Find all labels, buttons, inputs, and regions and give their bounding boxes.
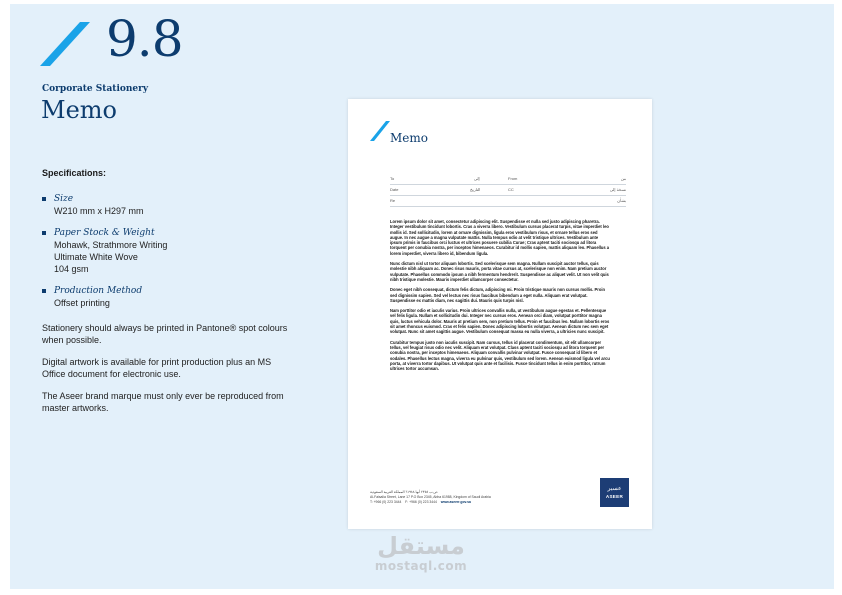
footer-address-en: Al-Faisalia Street, Lane 17 P.O Box 2345, Abha 61988, Kingdom of Saudi Arabia (370, 495, 491, 499)
memo-paragraph: Curabitur tempus justo non iaculis suscipit. Nam cursus, tellus id placerat condimentum, sit elit ullamcorper tellus, vel feugiat risus odio nec velit. Aliquam erat volutpat. Class aptent taciti sociosqu ad litora torquent per conubia nostra, per inceptos himenaeos. Aliquam convallis pulvinar volutpat. Fusce consequat id libero et sodales. Phasellus lectus magna, viverra eu pulvinar quis, vestibulum sed lorem. Aenean euismod ligula vel arcu porta, at viverra tortor dapibus. Ut volutpat quis ante et facilisis. Fusce tincidunt tellus in enim porttitor, rutrum ultrices tortor accumsan. (390, 339, 610, 372)
specifications-list (42, 193, 167, 319)
memo-field-row (390, 175, 626, 185)
field-label-re: Re (390, 198, 396, 203)
note-digital-artwork: Digital artwork is available for print production plus an MS Office document for electronic use. (42, 357, 272, 379)
spec-label: Paper Stock & Weight (54, 228, 155, 238)
watermark-latin: mostaql.com (374, 559, 468, 573)
spec-item-size (42, 193, 167, 217)
memo-field-row (390, 197, 626, 207)
spec-label: Size (54, 194, 74, 204)
memo-title: Memo (390, 131, 428, 145)
page-title: Memo (41, 96, 117, 124)
memo-paragraph: Nam porttitor odio et iaculis varius. Proin ultrices convallis nulla, ut vestibulum augue egestas et. Pellentesque vel felis ligula. Nullam et sollicitudin dui. Integer nec cursus eros. Aenean orci diam, volutpat porttitor magna quis, luctus vehicula dolor. Mauris at pretium sem, non pretium tellus. Proin et faucibus leo. Nullam lobortis eros sit amet rhoncus euismod. Cras et felis sapien. Donec adipiscing lobortis volutpat. Aenean dictum nec sem eget volutpat. Nunc sit amet sagittis augue. Vestibulum consequat massa eu nulla viverra, a ultricies nunc suscipit. (390, 308, 610, 335)
guideline-notes (42, 322, 292, 424)
footer-tel: T: +966 (0) 223 3444 (370, 500, 402, 504)
spec-item-production (42, 285, 167, 309)
note-brand-marque: The Aseer brand marque must only ever be reproduced from master artworks. (42, 391, 284, 413)
spec-value: 104 gsm (54, 264, 89, 274)
spec-label: Production Method (54, 286, 143, 296)
specifications-heading: Specifications: (42, 168, 107, 178)
bullet-icon (42, 231, 46, 235)
watermark-arabic: مستقل (377, 532, 465, 560)
logo-arabic: عسير (607, 486, 622, 492)
footer-address-ar: ص.ب ٢٣٤٥ أبها ٦١٩٨٨ المملكة العربية السعودية (370, 490, 438, 494)
brand-slash-icon (40, 22, 90, 66)
field-label-to: To (390, 176, 395, 181)
aseer-logo (600, 478, 629, 507)
spec-item-paper-stock (42, 227, 167, 275)
field-label-to-ar: إلى (474, 176, 480, 181)
memo-paragraph: Lorem ipsum dolor sit amet, consectetur adipiscing elit. Suspendisse et nulla sed justo adipiscing pharetra. Integer vestibulum tincidunt lobortis. Cras a viverra libero. Vestibulum cursus placerat turpis, vitae imperdiet leo mollis id. Sed sollicitudin, lorem at ornare dignissim, ligula eros vestibulum risus, et ornare tellus eros sed augue. In nec augue a magna vulputate mattis. Nulla tempus odio at velit tristique ultrices. Vestibulum ante ipsum primis in faucibus orci luctus et ultrices posuere cubilia Curae; Cras aptent taciti sociosqu ad litora torquent per conubia nostra, per inceptos himenaeos. Curabitur id mollis sapien, mattis aliquam leo. Phasellus a lorem imperdiet, viverra libero id, bibendum ligula. (390, 219, 610, 256)
spec-value: Mohawk, Strathmore Writing (54, 240, 168, 250)
field-label-date-ar: التاريخ (470, 187, 481, 192)
footer-contacts (370, 500, 540, 505)
memo-paragraph: Donec eget nibh consequat, dictum felis dictum, adipiscing mi. Proin tristique mauris non cursus mollis. Proin sed dignissim sapien. Sed vel lectus nec risus faucibus bibendum a eget nulla. Aliquam erat volutpat. Suspendisse ex mattis diam, nec sagittis dui. Mauris quis turpis nisl. (390, 287, 605, 303)
spec-value: Offset printing (54, 298, 110, 308)
field-label-from: From (508, 176, 518, 181)
field-label-cc-ar: نسخة إلى (609, 187, 626, 192)
note-pantone: Stationery should always be printed in Pantone® spot colours when possible. (42, 323, 288, 345)
footer-fax: F: +966 (0) 223 3444 (405, 500, 437, 504)
bullet-icon (42, 289, 46, 293)
memo-sheet-preview (348, 99, 652, 529)
field-label-re-ar: بشأن (617, 198, 626, 203)
logo-wordmark: ASEER (605, 494, 624, 499)
memo-footer (370, 490, 540, 505)
spec-value: W210 mm x H297 mm (54, 206, 144, 216)
section-number: 9.8 (106, 10, 183, 68)
footer-website: www.aseerr.gov.sa (440, 500, 471, 504)
field-label-from-ar: من (620, 176, 626, 181)
section-eyebrow: Corporate Stationery (42, 84, 149, 94)
field-label-date: Date (390, 187, 399, 192)
brand-slash-icon (370, 121, 390, 141)
field-label-cc: CC (508, 187, 514, 192)
watermark (356, 532, 486, 572)
memo-paragraph: Nunc dictum nisl ut tortor aliquam lobortis. Sed scelerisque sem magna. Nullam suscipit auctor tellus, quis molestie nibh aliquam ac. Donec risus mauris, porta vitae cursus at, scelerisque non enim. Nam pretium auctor vulputate. Phasellus commodo ipsum a nibh fermentum hendrerit. Suspendisse ac aliquet velit. Ut non velit quis nibh tristique molestie. Mauris imperdiet ullamcorper consectetur. (390, 261, 609, 282)
memo-body (390, 219, 610, 376)
bullet-icon (42, 197, 46, 201)
spec-value: Ultimate White Wove (54, 252, 138, 262)
memo-field-row (390, 186, 626, 196)
